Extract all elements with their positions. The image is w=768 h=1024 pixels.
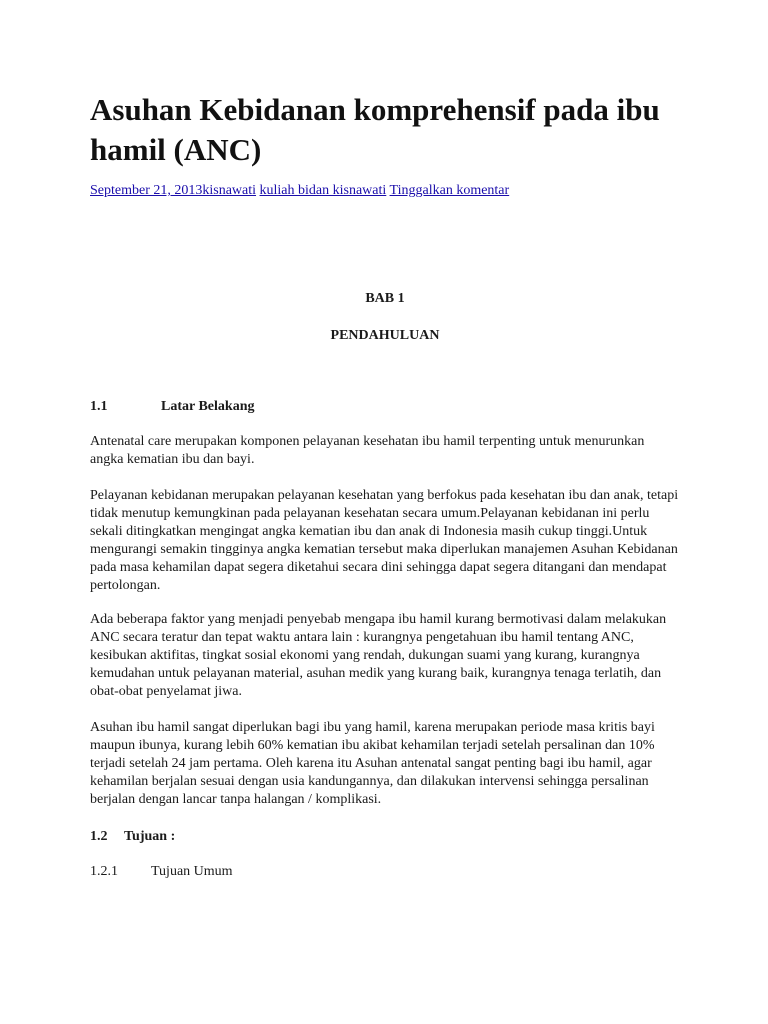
page-title: Asuhan Kebidanan komprehensif pada ibu hamil (ANC) — [90, 92, 660, 167]
section-heading-tujuan — [90, 828, 175, 846]
category-link[interactable]: kuliah bidan kisnawati — [259, 183, 387, 198]
chapter-title: PENDAHULUAN — [330, 328, 440, 343]
subsection-heading-tujuan-umum — [90, 863, 233, 881]
post-meta — [90, 182, 690, 200]
section-title: Tujuan : — [124, 829, 176, 844]
date-author-link[interactable]: September 21, 2013kisnawati — [90, 183, 257, 198]
section-number: 1.1 — [90, 399, 108, 414]
subsection-number: 1.2.1 — [90, 864, 118, 879]
subsection-title: Tujuan Umum — [151, 864, 233, 879]
chapter-number: BAB 1 — [365, 291, 405, 306]
section-number: 1.2 — [90, 829, 108, 844]
section-heading-latar-belakang — [90, 398, 254, 416]
comment-link[interactable]: Tinggalkan komentar — [389, 183, 510, 198]
paragraph: Ada beberapa faktor yang menjadi penyebab mengapa ibu hamil kurang bermotivasi dalam melakukan ANC secara teratur dan tepat waktu antara lain : kurangnya pengetahuan ibu hamil tentang ANC, kesibukan aktifitas, tingkat sosial ekonomi yang rendah, dukungan suami yang kurang, kurangnya kemudahan untuk pelayanan material, asuhan medik yang kurang baik, kurangnya tenaga terlatih, dan obat-obat penyelamat jiwa. — [90, 612, 667, 699]
paragraph: Antenatal care merupakan komponen pelayanan kesehatan ibu hamil terpenting untuk menurunkan angka kematian ibu dan bayi. — [90, 434, 645, 467]
paragraph: Pelayanan kebidanan merupakan pelayanan kesehatan yang berfokus pada kesehatan ibu dan anak, tetapi tidak menutup kemungkinan pada pelayanan kesehatan secara umum.Pelayanan kebidanan ini perlu sekali ditingkatkan mengingat angka kematian ibu dan anak di Indonesia masih cukup tinggi.Untuk mengurangi semakin tingginya angka kematian tersebut maka diperlukan manajemen Asuhan Kebidanan pada masa kehamilan dapat segera diketahui secara dini sehingga dapat segera ditangani dan mendapat pertolongan. — [90, 488, 679, 593]
paragraph: Asuhan ibu hamil sangat diperlukan bagi ibu yang hamil, karena merupakan periode masa kritis bayi maupun ibunya, kurang lebih 60% kematian ibu akibat kehamilan terjadi setelah persalinan dan 10% terjadi setelah 24 jam pertama. Oleh karena itu Asuhan antenatal sangat penting bagi ibu hamil, agar kehamilan berjalan sesuai dengan usia kandungannya, dan dilakukan intervensi sehingga persalinan berjalan dengan lancar tanpa halangan / komplikasi. — [90, 720, 655, 807]
section-title: Latar Belakang — [161, 399, 255, 414]
